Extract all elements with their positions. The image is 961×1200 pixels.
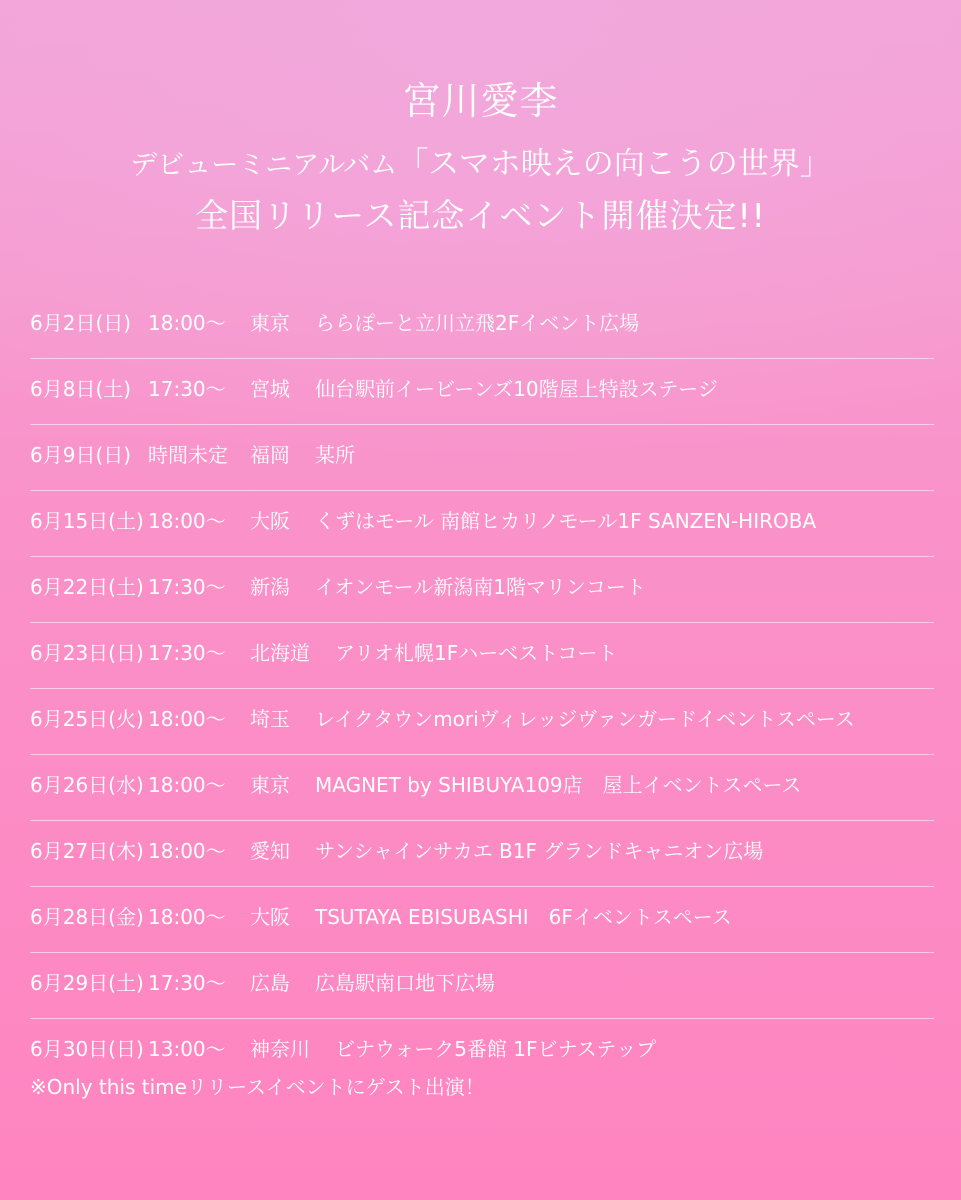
event-date: 6月30日(日) [30,1037,144,1061]
event-date: 6月9日(日) [30,443,132,467]
event-row [30,557,934,623]
event-time: 時間未定 [148,443,228,467]
event-prefecture: 北海道 [250,641,310,665]
event-date: 6月26日(水) [30,773,144,797]
event-venue: MAGNET by SHIBUYA109店 屋上イベントスペース [315,773,802,797]
event-time: 17:30〜 [148,641,226,665]
event-headline: 全国リリース記念イベント開催決定!! [195,196,766,235]
event-venue: イオンモール新潟南1階マリンコート [315,575,646,599]
event-venue: TSUTAYA EBISUBASHI 6Fイベントスペース [315,905,732,929]
album-subtitle [0,138,961,183]
event-date: 6月28日(金) [30,905,144,929]
event-time: 17:30〜 [148,575,226,599]
event-venue: 広島駅南口地下広場 [315,971,495,995]
event-row [30,689,934,755]
event-time: 18:00〜 [148,839,226,863]
event-row [30,359,934,425]
event-row [30,293,934,359]
event-date: 6月22日(土) [30,575,144,599]
event-prefecture: 神奈川 [250,1037,310,1061]
event-venue: サンシャインサカエ B1F グランドキャニオン広場 [315,839,764,863]
event-date: 6月27日(木) [30,839,144,863]
event-time: 18:00〜 [148,773,226,797]
album-title: 「スマホ映えの向こうの世界」 [397,146,831,182]
event-time: 18:00〜 [148,311,226,335]
event-time: 17:30〜 [148,377,226,401]
event-prefecture: 大阪 [250,905,290,929]
event-row [30,887,934,953]
event-time: 18:00〜 [148,707,226,731]
event-row [30,953,934,1019]
event-venue: くずはモール 南館ヒカリノモール1F SANZEN-HIROBA [315,509,817,533]
event-date: 6月29日(土) [30,971,144,995]
subtitle-prefix: デビューミニアルバム [130,150,398,181]
event-venue: ららぽーと立川立飛2Fイベント広場 [315,311,640,335]
event-date: 6月2日(日) [30,311,132,335]
event-row [30,1019,934,1109]
event-date: 6月8日(土) [30,377,132,401]
event-time: 17:30〜 [148,971,226,995]
event-date: 6月25日(火) [30,707,144,731]
guest-note: ※Only this timeリリースイベントにゲスト出演！ [30,1075,485,1099]
event-venue: レイクタウンmoriヴィレッジヴァンガードイベントスペース [315,707,855,731]
event-date: 6月23日(日) [30,641,144,665]
event-prefecture: 愛知 [250,839,290,863]
event-row [30,755,934,821]
event-schedule [30,293,934,1109]
event-venue: ビナウォーク5番館 1Fビナステップ [335,1037,657,1061]
event-row [30,425,934,491]
event-time: 18:00〜 [148,509,226,533]
event-venue: 仙台駅前イービーンズ10階屋上特設ステージ [315,377,718,401]
event-row [30,491,934,557]
event-prefecture: 東京 [250,773,290,797]
event-venue: アリオ札幌1Fハーベストコート [335,641,618,665]
event-prefecture: 埼玉 [250,707,290,731]
event-row [30,623,934,689]
event-prefecture: 東京 [250,311,290,335]
event-prefecture: 大阪 [250,509,290,533]
event-prefecture: 宮城 [250,377,290,401]
event-prefecture: 新潟 [250,575,290,599]
artist-name: 宮川愛李 [402,79,559,123]
event-venue: 某所 [315,443,355,467]
event-prefecture: 広島 [250,971,290,995]
event-prefecture: 福岡 [250,443,290,467]
event-row [30,821,934,887]
event-time: 18:00〜 [148,905,226,929]
event-time: 13:00〜 [148,1037,226,1061]
event-date: 6月15日(土) [30,509,144,533]
